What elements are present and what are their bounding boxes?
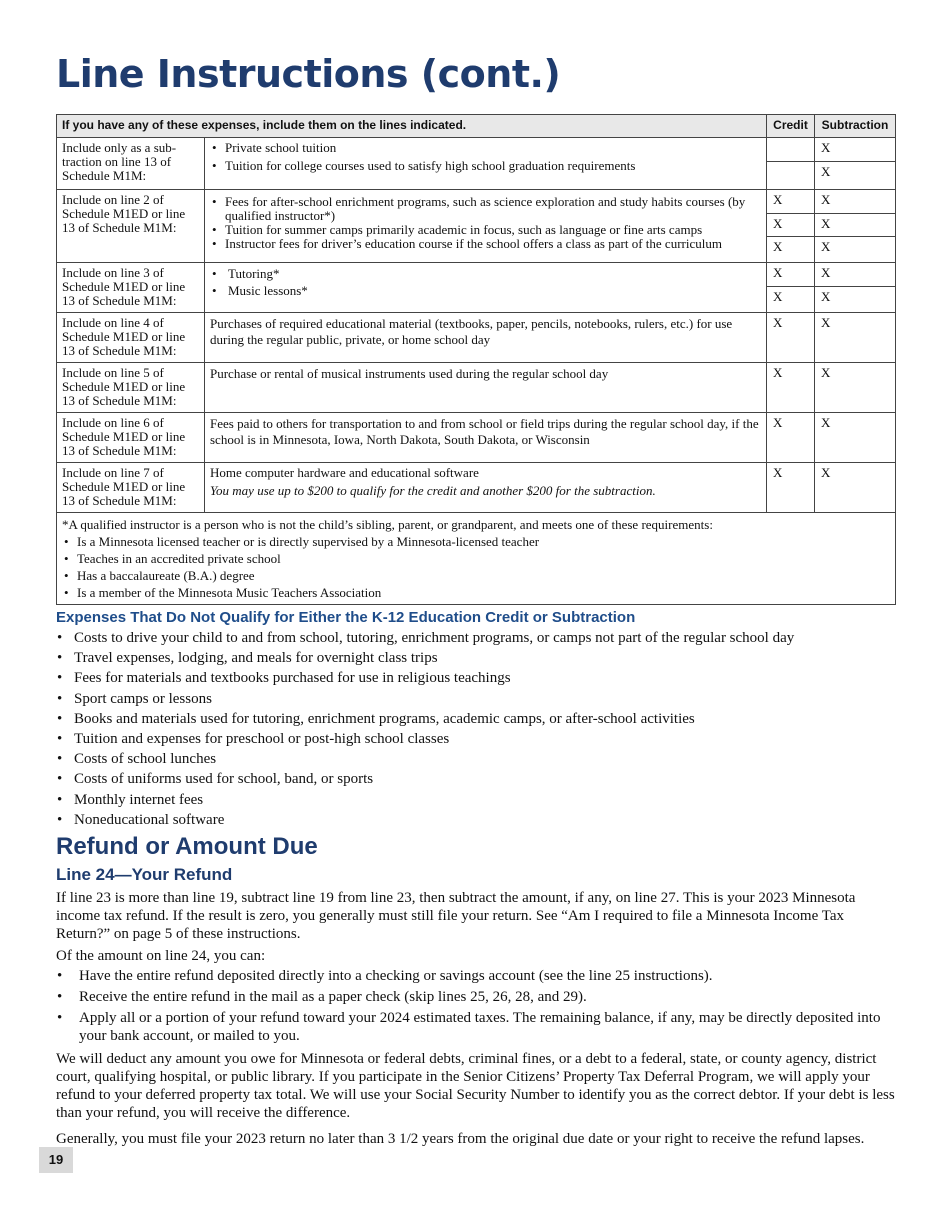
credit-cell [767, 313, 815, 363]
refund-options-intro: Of the amount on line 24, you can: [56, 948, 266, 964]
list-item: • Books and materials used for tutoring, enrichment programs, academic camps, or after-school activities [56, 709, 906, 729]
row-description: Purchases of required educational material (textbooks, paper, pencils, notebooks, rulers, etc.) for use during the regular public, private, or home school day [205, 313, 767, 363]
credit-cell [767, 413, 815, 463]
subtraction-cell [815, 313, 896, 363]
row-label: Include on line 5 of Schedule M1ED or line 13 of Schedule M1M: [57, 363, 205, 413]
list-item: • Noneducational software [56, 810, 906, 830]
row-text: Home computer hardware and educational software [210, 465, 479, 480]
subtraction-mark: X [815, 236, 895, 259]
table-footnote-row [57, 513, 896, 605]
list-item: • Costs of uniforms used for school, band, or sports [56, 769, 906, 789]
footnote-item: • Has a baccalaureate (B.A.) degree [62, 567, 890, 584]
table-row [57, 263, 896, 313]
table-header-row [57, 115, 896, 138]
list-item: • Tutoring* [210, 267, 761, 281]
table-header: If you have any of these expenses, include them on the lines indicated. [57, 115, 767, 138]
subtraction-mark: X [815, 161, 895, 184]
row-description [205, 138, 767, 190]
row-label: Include on line 2 of Schedule M1ED or line 13 of Schedule M1M: [57, 190, 205, 263]
not-qualify-list [56, 628, 906, 830]
credit-mark: X [773, 365, 783, 380]
table-row [57, 363, 896, 413]
subtraction-mark: X [821, 415, 831, 430]
list-item: • Apply all or a portion of your refund toward your 2024 estimated taxes. The remaining balance, if any, may be directly deposited into your bank account, or mailed to you. [56, 1009, 896, 1045]
credit-mark: X [767, 286, 814, 309]
table-row [57, 463, 896, 513]
credit-mark: X [767, 213, 814, 236]
subtraction-mark: X [821, 265, 831, 280]
subtraction-column-header: Subtraction [815, 115, 896, 138]
subtraction-cell [815, 363, 896, 413]
list-item: • Receive the entire refund in the mail as a paper check (skip lines 25, 26, 28, and 29). [56, 988, 896, 1006]
table-row [57, 413, 896, 463]
page-number: 19 [39, 1147, 73, 1173]
subtraction-mark: X [815, 213, 895, 236]
subtraction-mark: X [821, 465, 831, 480]
list-item: • Instructor fees for driver’s education course if the school offers a class as part of the curriculum [210, 237, 761, 251]
row-description [205, 463, 767, 513]
credit-mark: X [773, 192, 783, 207]
not-qualify-heading: Expenses That Do Not Qualify for Either the K-12 Education Credit or Subtraction [56, 609, 636, 626]
list-item: • Tuition and expenses for preschool or post-high school classes [56, 729, 906, 749]
subtraction-cell [815, 190, 896, 263]
credit-mark: X [767, 236, 814, 259]
credit-mark [767, 161, 814, 184]
credit-mark: X [773, 315, 783, 330]
list-item: • Music lessons* [210, 284, 761, 298]
credit-column-header: Credit [767, 115, 815, 138]
subtraction-mark: X [815, 286, 895, 309]
table-row [57, 313, 896, 363]
expenses-table [56, 114, 896, 605]
line24-heading: Line 24—Your Refund [56, 865, 233, 884]
row-note: You may use up to $200 to qualify for the credit and another $200 for the subtraction. [210, 483, 656, 498]
credit-cell [767, 263, 815, 313]
list-item: • Fees for materials and textbooks purchased for use in religious teachings [56, 668, 906, 688]
list-item: • Fees for after-school enrichment programs, such as science exploration and study habits courses (by qualified instructor*) [210, 195, 761, 223]
row-label: Include on line 4 of Schedule M1ED or line 13 of Schedule M1M: [57, 313, 205, 363]
list-item: • Have the entire refund deposited directly into a checking or savings account (see the line 25 instructions). [56, 967, 896, 985]
subtraction-cell [815, 413, 896, 463]
subtraction-mark: X [821, 365, 831, 380]
list-item: • Travel expenses, lodging, and meals for overnight class trips [56, 648, 906, 668]
row-label: Include only as a sub-traction on line 13 of Schedule M1M: [57, 138, 205, 190]
row-description: Purchase or rental of musical instruments used during the regular school day [205, 363, 767, 413]
credit-mark [767, 138, 814, 161]
credit-mark: X [773, 415, 783, 430]
subtraction-cell [815, 463, 896, 513]
footnote-item: • Is a Minnesota licensed teacher or is directly supervised by a Minnesota-licensed teacher [62, 533, 890, 550]
credit-mark: X [773, 265, 783, 280]
table-row [57, 138, 896, 190]
list-item: • Monthly internet fees [56, 790, 906, 810]
credit-cell [767, 463, 815, 513]
list-item: • Sport camps or lessons [56, 689, 906, 709]
list-item: • Tuition for summer camps primarily academic in focus, such as language or fine arts camps [210, 223, 761, 237]
subtraction-mark: X [821, 315, 831, 330]
row-description: Fees paid to others for transportation to and from school or field trips during the regular school day, if the school is in Minnesota, Iowa, North Dakota, South Dakota, or Wisconsin [205, 413, 767, 463]
refund-options-list [56, 967, 896, 1048]
row-label: Include on line 3 of Schedule M1ED or line 13 of Schedule M1M: [57, 263, 205, 313]
refund-paragraph: If line 23 is more than line 19, subtract line 19 from line 23, then subtract the amount, if any, on line 27. This is your 2023 Minnesota income tax refund. If the result is zero, you generally must still file your return. See “Am I required to file a Minnesota Income Tax Return?” on page 5 of these instructions. [56, 890, 856, 942]
subtraction-mark: X [821, 140, 831, 155]
row-description [205, 263, 767, 313]
row-label: Include on line 7 of Schedule M1ED or line 13 of Schedule M1M: [57, 463, 205, 513]
table-footnote [57, 513, 896, 605]
list-item: • Tuition for college courses used to satisfy high school graduation requirements [210, 159, 761, 173]
deadline-paragraph: Generally, you must file your 2023 return no later than 3 1/2 years from the original due date or your right to receive the refund lapses. [56, 1131, 865, 1147]
footnote-item: • Teaches in an accredited private school [62, 550, 890, 567]
footnote-intro: *A qualified instructor is a person who is not the child’s sibling, parent, or grandparent, and meets one of these requirements: [62, 517, 713, 532]
row-description [205, 190, 767, 263]
list-item: • Costs of school lunches [56, 749, 906, 769]
list-item: • Costs to drive your child to and from school, tutoring, enrichment programs, or camps not part of the regular school day [56, 628, 906, 648]
footnote-item: • Is a member of the Minnesota Music Teachers Association [62, 584, 890, 601]
credit-cell [767, 363, 815, 413]
credit-cell [767, 190, 815, 263]
subtraction-cell [815, 138, 896, 190]
credit-mark: X [773, 465, 783, 480]
row-label: Include on line 6 of Schedule M1ED or line 13 of Schedule M1M: [57, 413, 205, 463]
list-item: • Private school tuition [210, 141, 761, 155]
table-row [57, 190, 896, 263]
subtraction-mark: X [821, 192, 831, 207]
debt-paragraph: We will deduct any amount you owe for Minnesota or federal debts, criminal fines, or a debt to a federal, state, or county agency, district court, qualifying hospital, or public library. If you participate in the Senior Citizens’ Property Tax Deferral Program, we will apply your refund to your deferred property tax total. We will use your Social Security Number to identify you as the correct debtor. If your debt is less than your refund, you will receive the difference. [56, 1051, 895, 1121]
refund-heading: Refund or Amount Due [56, 833, 318, 860]
subtraction-cell [815, 263, 896, 313]
page-title: Line Instructions (cont.) [56, 52, 561, 96]
credit-cell [767, 138, 815, 190]
